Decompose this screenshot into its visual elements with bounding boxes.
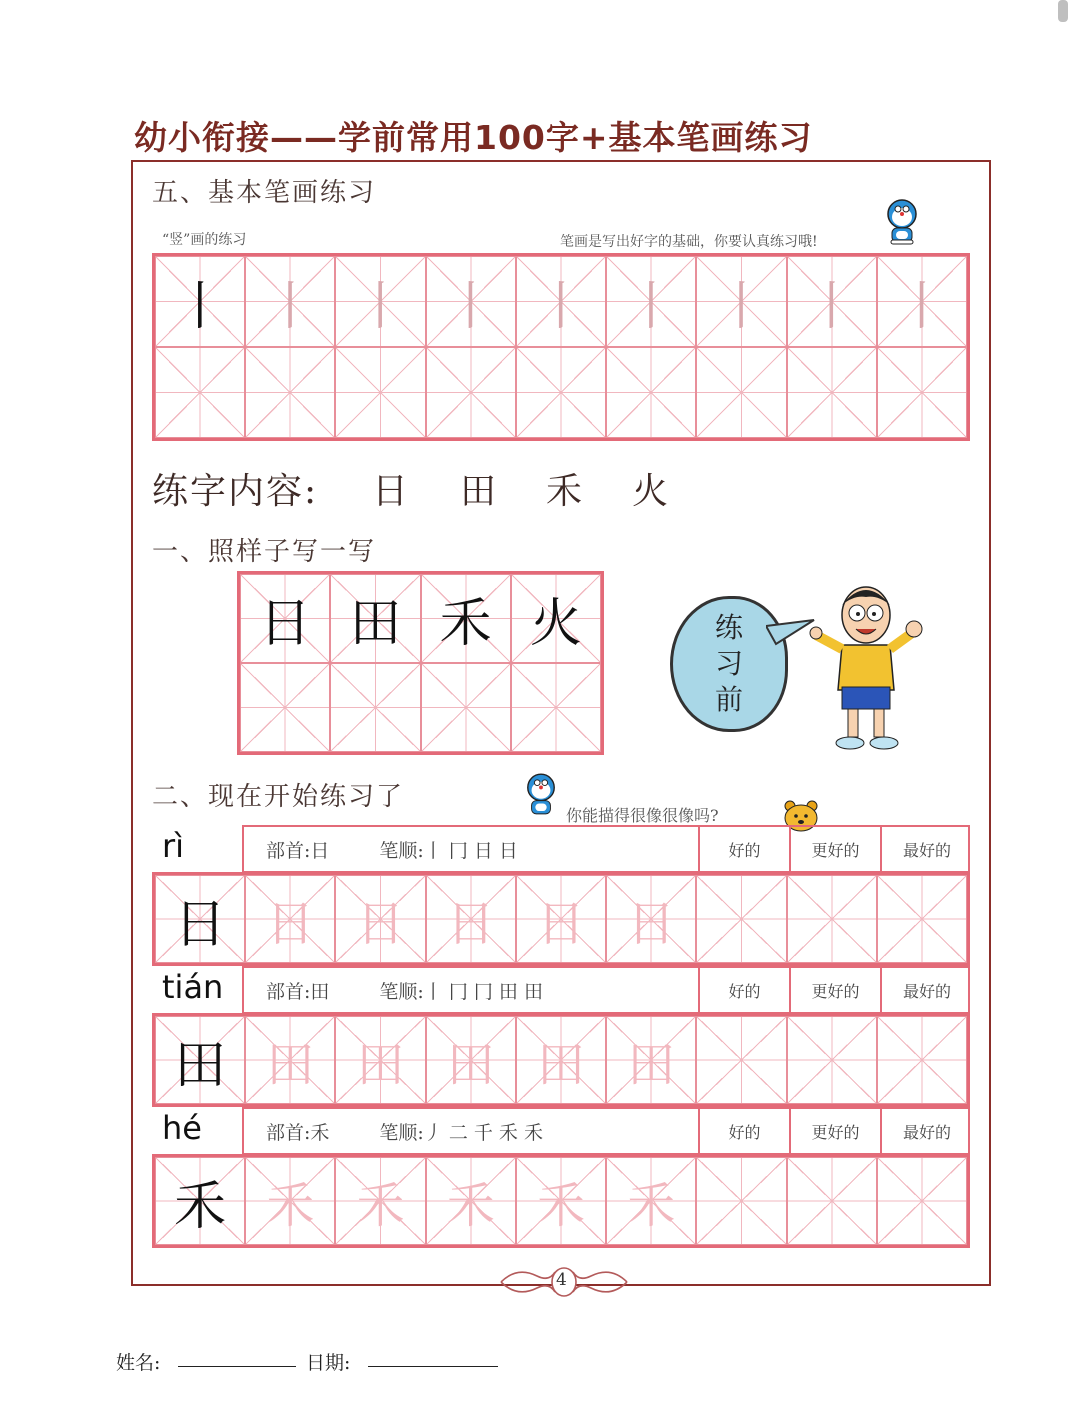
trace-cell[interactable] [516,1157,606,1245]
trace-hint: 你能描得很像很像吗? [566,806,719,825]
trace-cell-char: 日 [446,895,495,952]
radical-and-order [244,968,698,1012]
char-info-bar [242,966,970,1014]
stroke-subtitle: “竖”画的练习 [162,232,247,248]
stroke-cell[interactable] [877,347,967,438]
trace-cell[interactable] [426,1016,516,1104]
example-cell[interactable] [421,663,511,752]
stroke-section-heading: 五、基本笔画练习 [152,178,377,208]
trace-cell[interactable] [426,1157,516,1245]
stroke-order-text: 笔顺:丨 冂 冂 田 田 [379,980,543,1003]
rating-cell[interactable] [787,1016,877,1104]
trace-cell[interactable] [245,875,335,963]
model-char-cell[interactable] [155,875,245,963]
trace-cell[interactable] [245,1157,335,1245]
practice-content-label: 练字内容: [152,471,319,512]
stroke-cell-char: 丨 [625,277,678,337]
rating-label: 好的 [698,827,789,871]
example-cell[interactable] [511,663,601,752]
speech-bubble [670,596,788,732]
practice-char-2: 田 [460,471,499,512]
char-practice-row [152,872,970,966]
stroke-cell-char: 丨 [895,277,948,337]
model-char-cell[interactable] [155,1157,245,1245]
rating-cell[interactable] [696,1016,786,1104]
model-char-cell-char: 禾 [174,1176,227,1237]
trace-cell-char: 禾 [266,1177,315,1234]
page-number: 4 [556,1270,567,1290]
char-info-bar [242,825,970,873]
char-practice-row [152,1013,970,1107]
rating-cell[interactable] [877,1016,967,1104]
model-char-cell-char: 日 [174,894,227,955]
stroke-order-text: 笔顺:丨 冂 日 日 [379,839,518,862]
radical-text: 部首:田 [266,980,330,1003]
rating-cell[interactable] [696,1157,786,1245]
example-cell-char: 田 [349,594,402,654]
model-char-cell-char: 田 [174,1035,227,1096]
radical-text: 部首:日 [266,839,330,862]
boy-cartoon-icon [808,575,926,755]
rating-label: 最好的 [880,1109,972,1153]
stroke-cell[interactable] [696,347,786,438]
stroke-cell[interactable] [606,347,696,438]
rating-label: 更好的 [789,968,880,1012]
model-char-cell[interactable] [155,1016,245,1104]
stroke-cell-char: 丨 [264,277,317,337]
pinyin-label: rì [162,827,185,865]
stroke-cell[interactable] [516,347,606,438]
trace-cell-char: 日 [356,895,405,952]
stroke-cell[interactable] [696,256,786,347]
radical-and-order [244,1109,698,1153]
stroke-cell[interactable] [335,347,425,438]
example-cell-char: 日 [259,594,312,654]
trace-cell-char: 日 [536,895,585,952]
trace-cell[interactable] [245,1016,335,1104]
stroke-cell[interactable] [426,256,516,347]
rating-label: 最好的 [880,827,972,871]
stroke-cell-char: 丨 [444,277,497,337]
practice-char-4: 火 [632,471,671,512]
stroke-cell[interactable] [877,256,967,347]
rating-label: 好的 [698,968,789,1012]
rating-cell[interactable] [877,1157,967,1245]
stroke-cell-char: 丨 [534,277,587,337]
pinyin-label: hé [162,1109,202,1147]
example-cell[interactable] [240,574,330,663]
example-cell[interactable] [511,574,601,663]
stroke-encouragement: 笔画是写出好字的基础，你要认真练习哦! [560,234,818,250]
stroke-cell[interactable] [426,347,516,438]
example-cell[interactable] [330,663,420,752]
stroke-cell[interactable] [335,256,425,347]
stroke-practice-grid [152,253,970,441]
char-info-bar [242,1107,970,1155]
radical-text: 部首:禾 [266,1121,330,1144]
trace-cell-char: 田 [446,1036,495,1093]
stroke-cell-char: 丨 [354,277,407,337]
trace-cell[interactable] [606,1157,696,1245]
trace-cell-char: 禾 [536,1177,585,1234]
trace-cell-char: 禾 [446,1177,495,1234]
trace-cell[interactable] [606,1016,696,1104]
rating-cell[interactable] [787,875,877,963]
trace-cell[interactable] [335,875,425,963]
trace-cell-char: 田 [536,1036,585,1093]
trace-cell-char: 日 [627,895,676,952]
trace-cell-char: 田 [356,1036,405,1093]
trace-cell-char: 禾 [627,1177,676,1234]
date-label: 日期: [306,1352,351,1374]
stroke-cell-char: 丨 [715,277,768,337]
scrollbar-thumb[interactable] [1058,0,1068,22]
stroke-cell[interactable] [155,256,245,347]
stroke-cell[interactable] [787,256,877,347]
trace-cell-char: 禾 [356,1177,405,1234]
trace-cell[interactable] [516,1016,606,1104]
trace-cell-char: 田 [266,1036,315,1093]
rating-cell[interactable] [787,1157,877,1245]
example-cell[interactable] [330,574,420,663]
example-cell[interactable] [421,574,511,663]
trace-cell-char: 日 [266,895,315,952]
section1-heading: 一、照样子写一写 [152,537,377,567]
practice-char-1: 日 [372,471,411,512]
stroke-cell[interactable] [787,347,877,438]
trace-cell-char: 田 [627,1036,676,1093]
name-field[interactable] [178,1366,296,1367]
stroke-cell[interactable] [606,256,696,347]
copy-example-grid [237,571,604,755]
trace-cell[interactable] [335,1016,425,1104]
doraemon-icon [884,198,920,246]
rating-label: 好的 [698,1109,789,1153]
stroke-cell-char: 丨 [805,277,858,337]
trace-cell[interactable] [606,875,696,963]
example-cell-char: 火 [529,594,582,654]
date-field[interactable] [368,1366,498,1367]
example-cell-char: 禾 [439,594,492,654]
stroke-order-text: 笔顺:丿 二 千 禾 禾 [379,1121,543,1144]
bubble-char-2: 习 [714,647,743,680]
stroke-cell[interactable] [245,347,335,438]
doraemon-small-icon [524,772,558,818]
rating-cell[interactable] [877,875,967,963]
section2-heading: 二、现在开始练习了 [152,782,405,812]
name-label: 姓名: [116,1352,161,1374]
stroke-cell[interactable] [155,347,245,438]
pinyin-label: tián [162,968,224,1006]
radical-and-order [244,827,698,871]
trace-cell[interactable] [335,1157,425,1245]
char-practice-row [152,1154,970,1248]
trace-cell[interactable] [426,875,516,963]
rating-cell[interactable] [696,875,786,963]
page-title: 幼小衔接——学前常用100字+基本笔画练习 [134,118,813,157]
bubble-char-3: 前 [714,683,743,716]
rating-label: 更好的 [789,1109,880,1153]
practice-char-3: 禾 [546,471,585,512]
trace-cell[interactable] [516,875,606,963]
stroke-cell[interactable] [516,256,606,347]
rating-label: 最好的 [880,968,972,1012]
example-cell[interactable] [240,663,330,752]
stroke-cell[interactable] [245,256,335,347]
rating-label: 更好的 [789,827,880,871]
bubble-char-1: 练 [714,611,743,644]
stroke-cell-char: 丨 [174,277,227,337]
